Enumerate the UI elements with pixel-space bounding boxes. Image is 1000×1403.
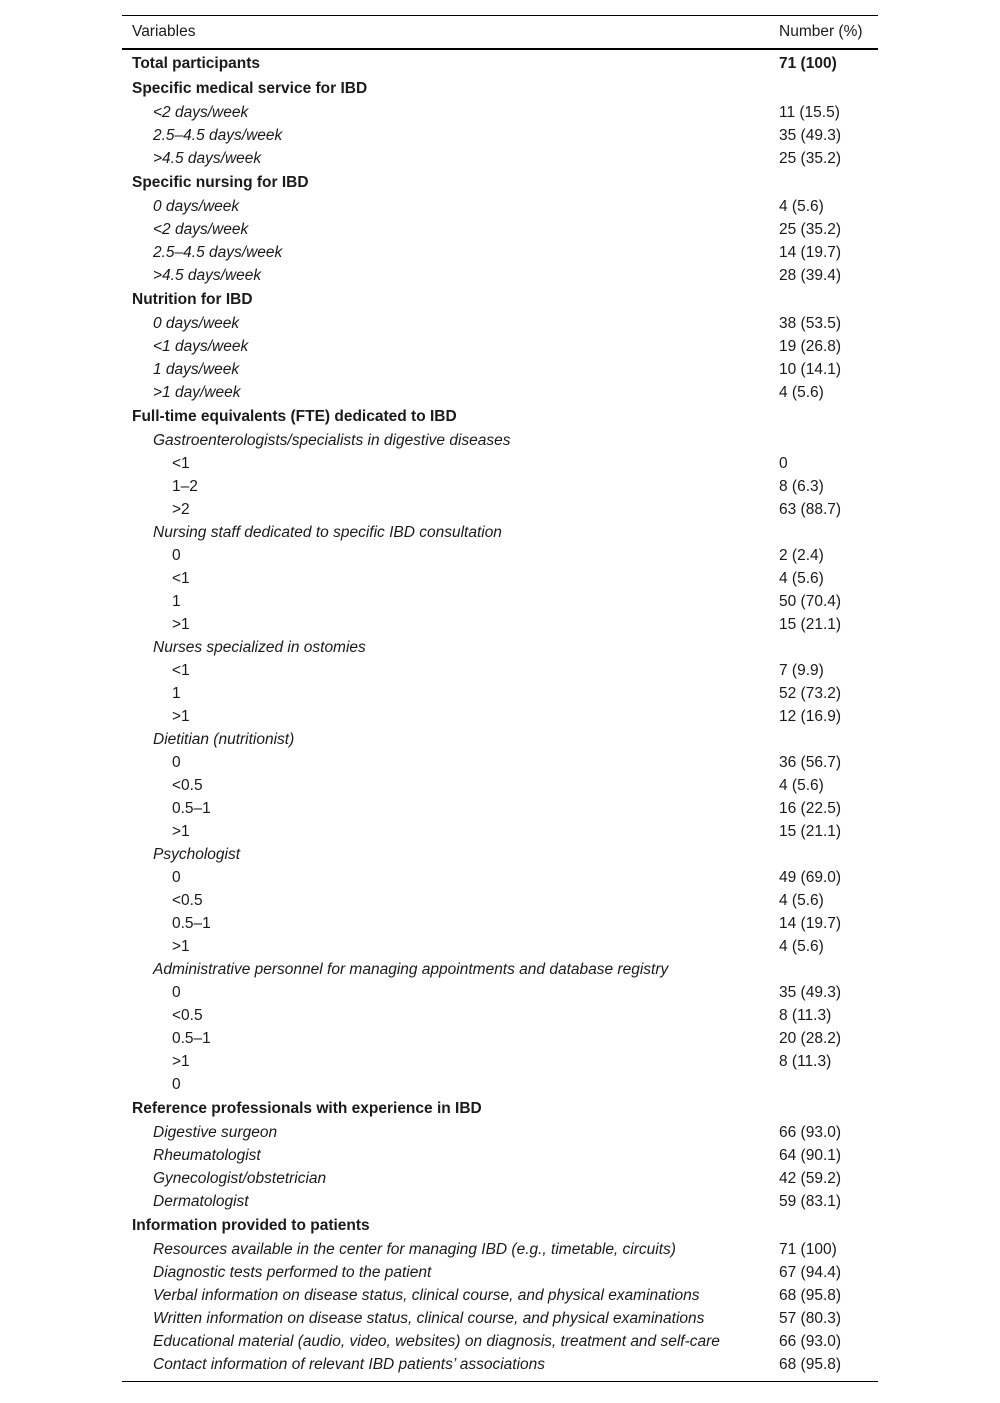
table-row [122,1144,878,1167]
row-value: 4 (5.6) [779,937,824,955]
table-row [122,567,878,590]
row-value: 52 (73.2) [779,684,842,702]
row-value: 11 (15.5) [779,103,840,121]
row-label: 0.5–1 [172,799,211,817]
row-label: 0.5–1 [172,914,211,932]
row-label: >4.5 days/week [153,266,262,284]
row-label: 0.5–1 [172,1029,211,1047]
section-row [122,1213,878,1238]
row-label: <0.5 [172,891,203,909]
row-value: 59 (83.1) [779,1192,842,1210]
row-label: Reference professionals with experience in IBD [132,1099,482,1117]
table-row [122,124,878,147]
table-row [122,1027,878,1050]
table-row [122,1121,878,1144]
table-row [122,935,878,958]
row-label: Educational material (audio, video, websites) on diagnosis, treatment and self-care [153,1332,720,1350]
row-label: Psychologist [153,845,241,863]
row-value: 68 (95.8) [779,1286,842,1304]
table-row [122,728,878,751]
row-value: 35 (49.3) [779,126,842,144]
row-label: 1 [172,684,181,702]
row-value: 42 (59.2) [779,1169,842,1187]
table-row [122,147,878,170]
row-label: >4.5 days/week [153,149,262,167]
table-row [122,590,878,613]
section-row [122,51,878,76]
row-value: 10 (14.1) [779,360,842,378]
row-label: Digestive surgeon [153,1123,278,1141]
row-value: 8 (11.3) [779,1052,832,1070]
row-label: 0 days/week [153,314,240,332]
row-label: >1 day/week [153,383,241,401]
table-row [122,521,878,544]
table-row [122,797,878,820]
row-label: 1–2 [172,477,198,495]
table-row [122,264,878,287]
row-label: 0 [172,546,181,564]
row-label: Administrative personnel for managing appointments and database registry [153,960,669,978]
row-label: 0 [172,753,181,771]
row-value: 49 (69.0) [779,868,842,886]
table-row [122,751,878,774]
row-value: 19 (26.8) [779,337,842,355]
row-label: >2 [172,500,190,518]
row-label: 1 [172,592,181,610]
row-label: Contact information of relevant IBD patients’ associations [153,1355,546,1373]
row-value: 4 (5.6) [779,197,824,215]
row-label: Gastroenterologists/specialists in digestive diseases [153,431,511,449]
table-row [122,218,878,241]
table-row [122,429,878,452]
row-value: 66 (93.0) [779,1123,842,1141]
row-value: 71 (100) [779,1240,837,1258]
table-row [122,705,878,728]
row-value: 8 (11.3) [779,1006,832,1024]
table-header [122,16,878,50]
row-label: Total participants [132,54,261,72]
table-body [122,50,878,1382]
row-value: 8 (6.3) [779,477,824,495]
row-label: Dietitian (nutritionist) [153,730,295,748]
row-value: 38 (53.5) [779,314,842,332]
table-row [122,1167,878,1190]
row-value: 4 (5.6) [779,383,824,401]
row-value: 28 (39.4) [779,266,842,284]
table-row [122,613,878,636]
table-row [122,1284,878,1307]
row-label: Written information on disease status, clinical course, and physical examinations [153,1309,705,1327]
row-value: 25 (35.2) [779,149,842,167]
table-row [122,498,878,521]
table-row [122,682,878,705]
row-label: <2 days/week [153,103,249,121]
row-value: 14 (19.7) [779,243,842,261]
row-value: 66 (93.0) [779,1332,842,1350]
row-value: 16 (22.5) [779,799,842,817]
data-table [122,15,878,1382]
table-row [122,475,878,498]
row-label: <1 [172,569,190,587]
row-label: Gynecologist/obstetrician [153,1169,327,1187]
row-value: 64 (90.1) [779,1146,842,1164]
row-value: 15 (21.1) [779,615,842,633]
row-label: <0.5 [172,776,203,794]
table-row [122,912,878,935]
row-label: <1 [172,661,190,679]
row-label: 0 [172,1075,181,1093]
row-label: <2 days/week [153,220,249,238]
table-row [122,335,878,358]
table-row [122,820,878,843]
row-value: 50 (70.4) [779,592,842,610]
row-label: 0 [172,868,181,886]
table-row [122,195,878,218]
row-value: 25 (35.2) [779,220,842,238]
row-value: 57 (80.3) [779,1309,842,1327]
row-value: 12 (16.9) [779,707,842,725]
section-row [122,170,878,195]
table-row [122,241,878,264]
table-row [122,981,878,1004]
header-number: Number (%) [779,23,863,40]
row-label: >1 [172,707,190,725]
header-variables: Variables [132,23,196,40]
table-row [122,358,878,381]
row-label: Nursing staff dedicated to specific IBD consultation [153,523,502,541]
table-row [122,312,878,335]
row-label: Dermatologist [153,1192,249,1210]
row-label: Information provided to patients [132,1216,370,1234]
row-value: 63 (88.7) [779,500,842,518]
row-value: 71 (100) [779,54,837,72]
row-value: 4 (5.6) [779,891,824,909]
table-row [122,544,878,567]
table-row [122,101,878,124]
row-label: 0 days/week [153,197,240,215]
row-value: 15 (21.1) [779,822,842,840]
row-value: 35 (49.3) [779,983,842,1001]
row-label: >1 [172,822,190,840]
section-row [122,1096,878,1121]
table-row [122,1353,878,1376]
table-row [122,774,878,797]
table-row [122,843,878,866]
row-label: Nutrition for IBD [132,290,253,308]
section-row [122,76,878,101]
row-value: 0 [779,454,788,472]
table-row [122,1307,878,1330]
table-row [122,659,878,682]
row-label: 1 days/week [153,360,240,378]
row-label: >1 [172,615,190,633]
row-label: Resources available in the center for managing IBD (e.g., timetable, circuits) [153,1240,676,1258]
row-label: <1 [172,454,190,472]
table-row [122,866,878,889]
section-row [122,404,878,429]
row-value: 36 (56.7) [779,753,842,771]
row-label: Specific medical service for IBD [132,79,368,97]
row-label: 2.5–4.5 days/week [153,243,283,261]
row-label: <1 days/week [153,337,249,355]
table-row [122,381,878,404]
row-value: 7 (9.9) [779,661,824,679]
row-label: Rheumatologist [153,1146,261,1164]
row-label: Verbal information on disease status, clinical course, and physical examinations [153,1286,700,1304]
row-label: Full-time equivalents (FTE) dedicated to IBD [132,407,457,425]
table-row [122,1073,878,1096]
table-row [122,1004,878,1027]
section-row [122,287,878,312]
row-label: >1 [172,937,190,955]
table-row [122,889,878,912]
row-value: 2 (2.4) [779,546,824,564]
row-value: 4 (5.6) [779,569,824,587]
table-row [122,636,878,659]
table-row [122,1190,878,1213]
row-label: Specific nursing for IBD [132,173,309,191]
row-label: <0.5 [172,1006,203,1024]
row-value: 4 (5.6) [779,776,824,794]
table-row [122,1261,878,1284]
table-row [122,958,878,981]
row-label: Diagnostic tests performed to the patient [153,1263,432,1281]
row-value: 67 (94.4) [779,1263,842,1281]
row-value: 68 (95.8) [779,1355,842,1373]
row-value: 14 (19.7) [779,914,842,932]
table-row [122,1330,878,1353]
table-row [122,452,878,475]
row-value: 20 (28.2) [779,1029,842,1047]
row-label: 0 [172,983,181,1001]
table-row [122,1050,878,1073]
row-label: Nurses specialized in ostomies [153,638,366,656]
row-label: >1 [172,1052,190,1070]
row-label: 2.5–4.5 days/week [153,126,283,144]
table-row [122,1238,878,1261]
